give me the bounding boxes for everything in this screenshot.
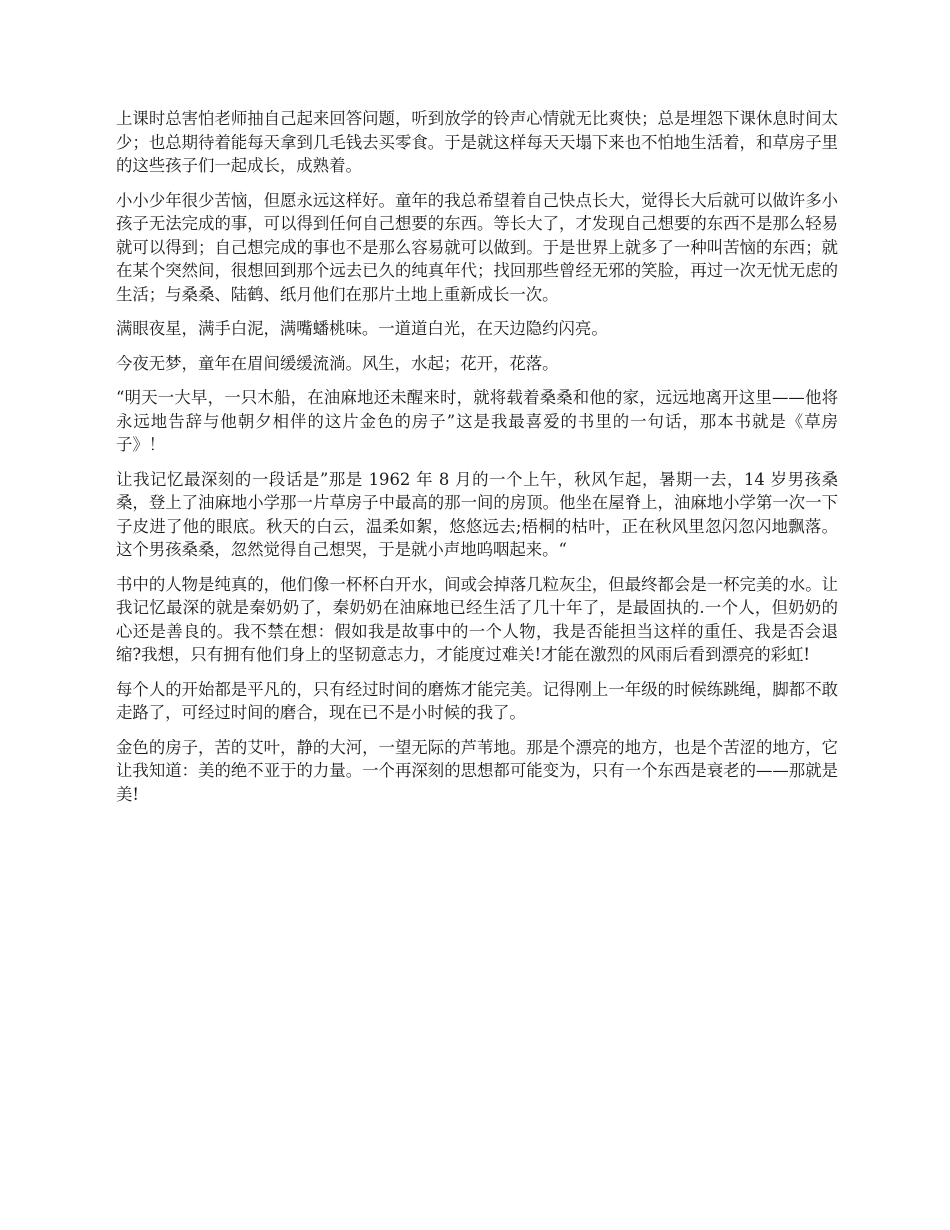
paragraph-7: 书中的人物是纯真的，他们像一杯杯白开水，间或会掉落几粒灰尘，但最终都会是一杯完美的水。让我记忆最深的就是秦奶奶了，秦奶奶在油麻地已经生活了几十年了，是最固执的.一个人，但奶奶的心还是善良的。我不禁在想：假如我是故事中的一个人物，我是否能担当这样的重任、我是否会退缩?我想，只有拥有他们身上的坚韧意志力，才能度过难关!才能在激烈的风雨后看到漂亮的彩虹! — [116, 574, 838, 664]
paragraph-9: 金色的房子，苦的艾叶，静的大河，一望无际的芦苇地。那是个漂亮的地方，也是个苦涩的地方，它让我知道：美的绝不亚于的力量。一个再深刻的思想都可能变为，只有一个东西是衰老的——那就是美! — [116, 737, 838, 804]
paragraph-3: 满眼夜星，满手白泥，满嘴蟠桃味。一道道白光，在天边隐约闪亮。 — [116, 319, 608, 338]
paragraph-4: 今夜无梦，童年在眉间缓缓流淌。风生，水起；花开，花落。 — [116, 353, 559, 373]
paragraph-2: 小小少年很少苦恼，但愿永远这样好。童年的我总希望着自己快点长大，觉得长大后就可以做许多小孩子无法完成的事，可以得到任何自己想要的东西。等长大了，才发现自己想要的东西不是那么轻易就可以得到；自己想完成的事也不是那么容易就可以做到。于是世界上就多了一种叫苦恼的东西；就在某个突然间，很想回到那个远去已久的纯真年代；找回那些曾经无邪的笑脸，再过一次无忧无虑的生活；与桑桑、陆鹤、纸月他们在那片土地上重新成长一次。 — [116, 190, 838, 304]
paragraph-1: 上课时总害怕老师抽自己起来回答问题，听到放学的铃声心情就无比爽快；总是埋怨下课休息时间太少；也总期待着能每天拿到几毛钱去买零食。于是就这样每天天塌下来也不怕地生活着，和草房子里的这些孩子们一起成长，成熟着。 — [116, 109, 838, 175]
paragraph-5: “明天一大早，一只木船，在油麻地还未醒来时，就将载着桑桑和他的家，远远地离开这里——他将永远地告辞与他朝夕相伴的这片金色的房子”这是我最喜爱的书里的一句话，那本书就是《草房子》！ — [116, 388, 838, 454]
paragraph-6: 让我记忆最深刻的一段话是”那是 1962 年 8 月的一个上午，秋风乍起，暑期一去，14 岁男孩桑桑，登上了油麻地小学那一片草房子中最高的那一间的房顶。他坐在屋脊上，油麻地小学第一次一下子皮进了他的眼底。秋天的白云，温柔如絮，悠悠远去;梧桐的枯叶，正在秋风里忽闪忽闪地飘落。这个男孩桑桑，忽然觉得自己想哭，于是就小声地呜咽起来。“ — [116, 469, 838, 559]
document-body — [116, 107, 838, 817]
paragraph-8: 每个人的开始都是平凡的，只有经过时间的磨炼才能完美。记得刚上一年级的时候练跳绳，脚都不敢走路了，可经过时间的磨合，现在已不是小时候的我了。 — [116, 679, 838, 722]
